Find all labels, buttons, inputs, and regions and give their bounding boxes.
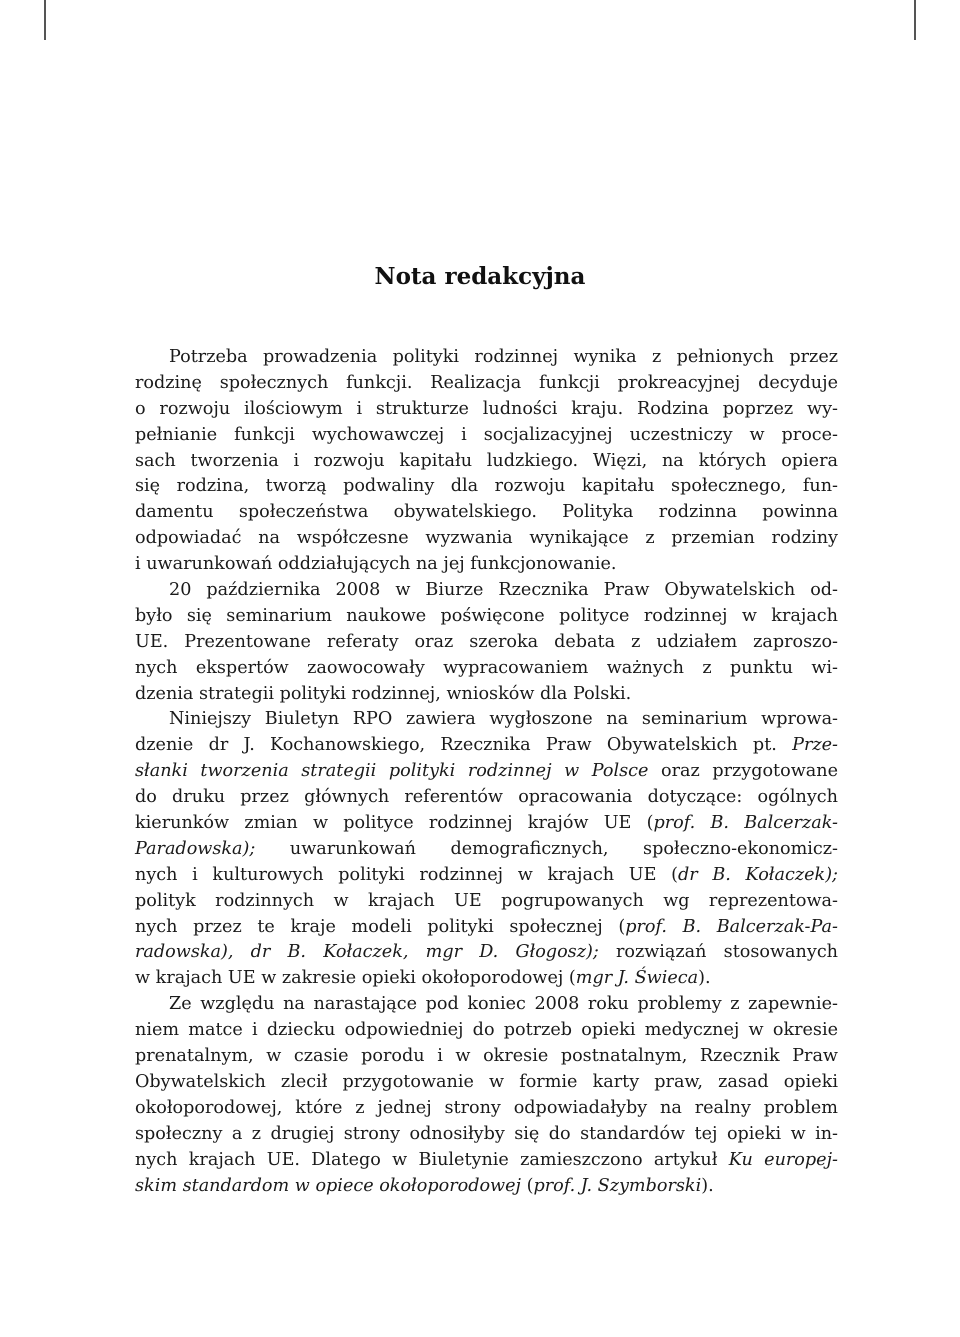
text-line xyxy=(135,863,838,889)
text-line xyxy=(135,578,838,604)
text-line xyxy=(135,423,838,449)
italic-text: prof. B. Balcerzak-Pa- xyxy=(625,916,838,937)
text-line xyxy=(135,1122,838,1148)
text-segment: nych przez te kraje modeli polityki społecznej ( xyxy=(135,916,626,937)
text-line xyxy=(135,915,838,941)
text-line xyxy=(135,345,838,371)
text-segment: dzenie dr J. Kochanowskiego, Rzecznika Praw Obywatelskich pt. xyxy=(135,735,793,756)
text-segment: i uwarunkowań oddziałujących na jej funkcjonowanie. xyxy=(135,554,617,575)
italic-text: słanki tworzenia strategii polityki rodzinnej w Polsce xyxy=(135,761,649,782)
text-segment: odpowiadać na współczesne wyzwania wynikające z przemian rodziny xyxy=(135,528,838,549)
text-line xyxy=(135,552,838,578)
text-line xyxy=(135,966,838,992)
text-line xyxy=(135,1044,838,1070)
text-line xyxy=(135,889,838,915)
text-line xyxy=(135,707,838,733)
text-segment: 20 października 2008 w Biurze Rzecznika Praw Obywatelskich od- xyxy=(169,580,838,601)
text-segment: kierunków zmian w polityce rodzinnej krajów UE ( xyxy=(135,813,654,834)
text-line xyxy=(135,1096,838,1122)
italic-text: prof. B. Balcerzak- xyxy=(653,813,838,834)
text-segment: Ze względu na narastające pod koniec 2008 roku problemy z zapewnie- xyxy=(169,994,838,1015)
text-segment: Obywatelskich zlecił przygotowanie w formie karty praw, zasad opieki xyxy=(135,1071,838,1092)
crop-mark-top-right xyxy=(914,0,916,40)
text-line xyxy=(135,1148,838,1174)
text-segment: do druku przez głównych referentów opracowania dotyczące: ogólnych xyxy=(135,787,838,808)
text-line xyxy=(135,940,838,966)
text-line xyxy=(135,449,838,475)
italic-text: prof. J. Szymborski xyxy=(533,1175,702,1196)
text-segment: się rodzina, tworzą podwaliny dla rozwoju kapitału społecznego, fun- xyxy=(135,476,838,497)
text-line xyxy=(135,500,838,526)
text-line xyxy=(135,1018,838,1044)
text-segment: pełnianie funkcji wychowawczej i socjalizacyjnej uczestniczy w proce- xyxy=(135,424,838,445)
text-line xyxy=(135,992,838,1018)
text-segment: UE. Prezentowane referaty oraz szeroka debata z udziałem zaproszo- xyxy=(135,631,838,652)
text-line xyxy=(135,630,838,656)
body-text xyxy=(135,345,838,1199)
italic-text: Ku europej- xyxy=(728,1149,838,1170)
text-line xyxy=(135,837,838,863)
text-line xyxy=(135,1174,838,1200)
text-line xyxy=(135,733,838,759)
text-segment: prenatalnym, w czasie porodu i w okresie postnatalnym, Rzecznik Praw xyxy=(135,1046,838,1067)
text-segment: o rozwoju ilościowym i strukturze ludności kraju. Rodzina poprzez wy- xyxy=(135,398,838,419)
text-segment: ). xyxy=(698,968,711,989)
text-segment: dzenia strategii polityki rodzinnej, wniosków dla Polski. xyxy=(135,683,632,704)
text-segment: nych i kulturowych polityki rodzinnej w krajach UE ( xyxy=(135,864,679,885)
text-segment: damentu społeczeństwa obywatelskiego. Polityka rodzinna powinna xyxy=(135,502,838,523)
text-line xyxy=(135,811,838,837)
crop-mark-top-left xyxy=(44,0,46,40)
text-segment: oraz przygotowane xyxy=(648,761,839,782)
text-line xyxy=(135,759,838,785)
text-segment: w krajach UE w zakresie opieki okołoporodowej ( xyxy=(135,968,576,989)
italic-text: Prze- xyxy=(792,735,838,756)
text-segment: uwarunkowań demograficznych, społeczno-ekonomicz- xyxy=(255,838,838,859)
text-segment: społeczny a z drugiej strony odnosiłyby się do standardów tej opieki w in- xyxy=(135,1123,838,1144)
text-segment: niem matce i dziecku odpowiedniej do potrzeb opieki medycznej w okresie xyxy=(135,1020,838,1041)
text-segment: Potrzeba prowadzenia polityki rodzinnej wynika z pełnionych przez xyxy=(169,347,838,367)
text-segment: nych ekspertów zaowocowały wypracowaniem ważnych z punktu wi- xyxy=(135,657,838,678)
text-segment: sach tworzenia i rozwoju kapitału ludzkiego. Więzi, na których opiera xyxy=(135,450,838,471)
text-segment: okołoporodowej, które z jednej strony odpowiadałyby na realny problem xyxy=(135,1097,838,1118)
text-segment: polityk rodzinnych w krajach UE pogrupowanych wg reprezentowa- xyxy=(135,890,838,911)
italic-text: dr B. Kołaczek); xyxy=(678,864,838,885)
text-line xyxy=(135,371,838,397)
text-segment: ( xyxy=(521,1175,534,1196)
text-segment: było się seminarium naukowe poświęcone polityce rodzinnej w krajach xyxy=(135,605,838,626)
text-segment: Niniejszy Biuletyn RPO zawiera wygłoszone na seminarium wprowa- xyxy=(169,709,838,730)
italic-text: skim standardom w opiece okołoporodowej xyxy=(135,1175,521,1196)
text-line xyxy=(135,682,838,708)
text-line xyxy=(135,397,838,423)
italic-text: radowska), dr B. Kołaczek, mgr D. Głogosz); xyxy=(135,942,599,963)
text-line xyxy=(135,526,838,552)
text-line xyxy=(135,1070,838,1096)
text-line xyxy=(135,785,838,811)
text-segment: rozwiązań stosowanych xyxy=(598,942,838,963)
text-segment: nych krajach UE. Dlatego w Biuletynie zamieszczono artykuł xyxy=(135,1149,729,1170)
text-line xyxy=(135,474,838,500)
text-line xyxy=(135,604,838,630)
italic-text: Paradowska); xyxy=(135,838,256,859)
page-title: Nota redakcyjna xyxy=(374,263,586,290)
text-segment: ). xyxy=(701,1175,714,1196)
italic-text: mgr J. Świeca xyxy=(575,968,699,989)
text-line xyxy=(135,656,838,682)
text-segment: rodzinę społecznych funkcji. Realizacja funkcji prokreacyjnej decyduje xyxy=(135,372,838,393)
